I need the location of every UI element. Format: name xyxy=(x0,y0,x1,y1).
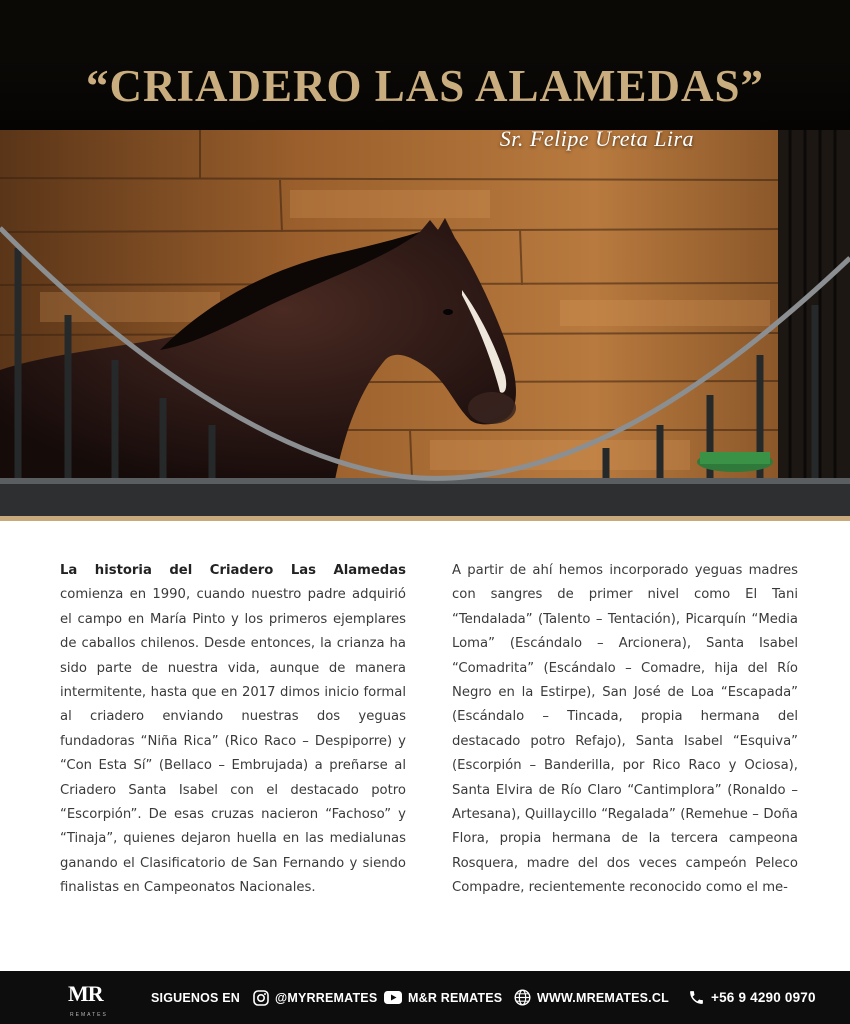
follow-text: SIGUENOS EN xyxy=(151,990,241,1005)
footer-bar xyxy=(0,971,850,1024)
instagram-handle: @MYRREMATES xyxy=(275,990,378,1005)
author-subtitle: Sr. Felipe Ureta Lira xyxy=(499,126,694,151)
article-column-left xyxy=(60,559,406,901)
article-body-right: A partir de ahí hemos incorporado yeguas madres con sangres de primer nivel como El Tani “Tendalada” (Talento – Tentación), Picarquín “Media Loma” (Escándalo – Arcionera), Santa Isabel “Comadrita” (Escándalo – Comadre, hija del Río Negro en la Estirpe), San José de Loa “Escapada” (Escándalo – Tincada, propia hermana del destacado potro Refajo), Santa Isabel “Esquiva” (Escorpión – Banderilla, por Rico Raco y Ociosa), Santa Elvira de Río Claro “Cantimplora” (Ronaldo – Artesana), Quillaycillo “Regalada” (Remehue – Doña Flora, propia hermana de la tercera campeona Rosquera, madre del dos veces campeón Peleco Compadre, recientemente reconocido como el me- xyxy=(452,563,798,896)
website-link[interactable] xyxy=(514,971,669,1024)
gold-divider xyxy=(0,516,850,521)
article-column-right xyxy=(452,559,798,901)
mr-remates-logo[interactable] xyxy=(64,979,116,1019)
youtube-icon xyxy=(384,991,402,1004)
instagram-link[interactable] xyxy=(253,971,377,1024)
logo-subtext: REMATES xyxy=(70,1012,108,1018)
phone-number: +56 9 4290 0970 xyxy=(711,990,816,1005)
page-title: “CRIADERO LAS ALAMEDAS” xyxy=(85,61,765,111)
logo-text: MR xyxy=(68,981,103,1006)
phone-link[interactable] xyxy=(688,971,816,1024)
article-body-left: comienza en 1990, cuando nuestro padre adquirió el campo en María Pinto y los primeros ejemplares de caballos chilenos. Desde entonces, la crianza ha sido parte de nuestra vida, aunque de manera intermitente, hasta que en 2017 dimos inicio formal al criadero enviando nuestras dos yeguas fundadoras “Niña Rica” (Rico Raco – Despiporre) y “Con Esta Sí” (Bellaco – Embrujada) a preñarse al Criadero Santa Isabel con el destacado potro “Escorpión”. De esas cruzas nacieron “Fachoso” y “Tinaja”, quienes dejaron huella en las medialunas ganando el Clasificatorio de San Fernando y siendo finalistas en Campeonatos Nacionales. xyxy=(60,587,406,896)
phone-icon xyxy=(688,989,705,1006)
follow-label xyxy=(151,971,240,1024)
instagram-icon xyxy=(253,990,269,1006)
youtube-link[interactable] xyxy=(384,971,502,1024)
website-url: WWW.MREMATES.CL xyxy=(537,990,669,1005)
youtube-channel: M&R REMATES xyxy=(408,990,503,1005)
article-lead: La historia del Criadero Las Alamedas xyxy=(60,563,406,578)
globe-icon xyxy=(514,989,531,1006)
